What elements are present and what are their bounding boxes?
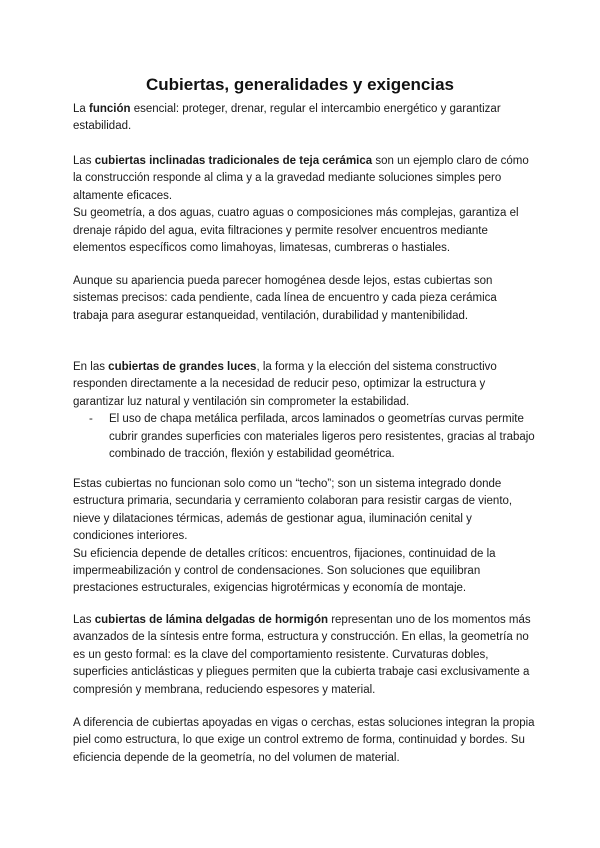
list-item: - El uso de chapa metálica perfilada, arcos laminados o geometrías curvas permite cubrir grandes superficies con materiales ligeros pero resistentes, gracias al trabajo combinado de tracción, flexión y estabilidad geométrica.: [89, 413, 535, 461]
paragraph-lamina-hormigon: Las cubiertas de lámina delgadas de hormigón representan uno de los momentos más avanzados de la síntesis entre forma, estructura y construcción. En ellas, la geometría no es un gesto formal: es la clave del comportamiento resistente. Curvaturas dobles, superficies anticlásticas y pliegues permiten que la cubierta trabaje casi exclusivamente a compresión y membrana, reduciendo espesores y material.: [73, 614, 531, 696]
paragraph-sistema-integrado: Estas cubiertas no funcionan solo como un “techo”; son un sistema integrado donde estructura primaria, secundaria y cerramiento colaboran para resistir cargas de viento, nieve y dilataciones térmicas, además de gestionar agua, iluminación cenital y condiciones interiores. Su eficiencia depende de detalles críticos: encuentros, fijaciones, continuidad de la impermeabilización y control de condensaciones. Son soluciones que equilibran prestaciones estructurales, exigencias higrotérmicas y economía de montaje.: [73, 476, 535, 598]
bold-term: cubiertas inclinadas tradicionales de teja cerámica: [94, 155, 373, 167]
page-title: Cubiertas, generalidades y exigencias: [145, 75, 455, 94]
bold-term: función: [89, 103, 131, 115]
paragraph-apariencia: Aunque su apariencia pueda parecer homogénea desde lejos, estas cubiertas son sistemas precisos: cada pendiente, cada línea de encuentro y cada pieza cerámica trabaja para asegurar estanqueidad, ventilación, durabilidad y mantenibilidad.: [73, 275, 497, 322]
bold-term: cubiertas de grandes luces: [108, 361, 257, 373]
paragraph-grandes-luces: En las cubiertas de grandes luces, la forma y la elección del sistema constructivo responden directamente a la necesidad de reducir peso, optimizar la estructura y garantizar luz natural y ventilación sin comprometer la estabilidad. - El uso de chapa metálica perfilada, arcos laminados o geometrías curvas permite cubrir grandes superficies con materiales ligeros pero resistentes, gracias al trabajo combinado de tracción, flexión y estabilidad geométrica.: [73, 359, 535, 463]
bullet-dash: -: [89, 413, 93, 426]
bold-term: cubiertas de lámina delgadas de hormigón: [94, 614, 329, 626]
paragraph-geometria: Su geometría, a dos aguas, cuatro aguas o composiciones más complejas, garantiza el drenaje rápido del agua, evita filtraciones y permite resolver encuentros mediante elementos específicos como limahoyas, limatesas, cumbreras o hastiales.: [73, 207, 519, 255]
paragraph-piel-estructura: A diferencia de cubiertas apoyadas en vigas o cerchas, estas soluciones integran la propia piel como estructura, lo que exige un control extremo de forma, continuidad y bordes. Su eficiencia depende de la geometría, no del volumen de material.: [73, 717, 535, 764]
paragraph-eficiencia: Su eficiencia depende de detalles críticos: encuentros, fijaciones, continuidad de la impermeabilización y control de condensaciones. Son soluciones que equilibran prestaciones estructurales, exigencias higrotérmicas y economía de montaje.: [73, 547, 496, 595]
paragraph-funcion: La función esencial: proteger, drenar, regular el intercambio energético y garantizar estabilidad.: [73, 103, 501, 133]
paragraph-teja-ceramica: Las cubiertas inclinadas tradicionales de teja cerámica son un ejemplo claro de cómo la construcción responde al clima y a la gravedad mediante soluciones simples pero altamente eficaces. Su geometría, a dos aguas, cuatro aguas o composiciones más complejas, garantiza el drenaje rápido del agua, evita filtraciones y permite resolver encuentros mediante elementos específicos como limahoyas, limatesas, cumbreras o hastiales.: [73, 153, 535, 257]
